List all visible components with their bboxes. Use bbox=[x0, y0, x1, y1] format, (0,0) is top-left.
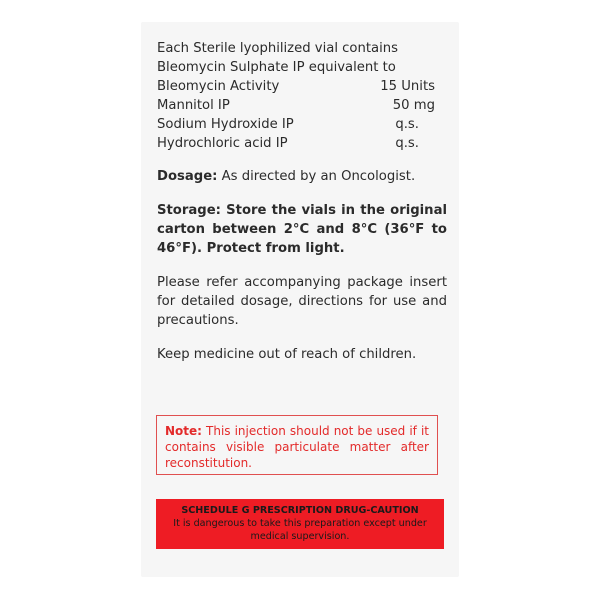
ingredient-value: q.s. bbox=[395, 117, 419, 132]
ingredient-value: 15 Units bbox=[380, 79, 435, 94]
composition-row bbox=[157, 134, 447, 153]
refer-insert-text: Please refer accompanying package insert for detailed dosage, directions for use and precautions. bbox=[157, 275, 447, 328]
note-paragraph bbox=[165, 423, 437, 471]
composition-intro-2: Bleomycin Sulphate IP equivalent to bbox=[157, 60, 396, 75]
schedule-g-caution-banner bbox=[156, 499, 444, 549]
composition-row bbox=[157, 115, 447, 134]
composition-row bbox=[157, 77, 447, 96]
dosage-text: As directed by an Oncologist. bbox=[217, 169, 416, 184]
note-text: This injection should not be used if it contains visible particulate matter after reconstitution. bbox=[165, 424, 429, 470]
note-label: Note: bbox=[165, 424, 202, 438]
composition-row bbox=[157, 96, 447, 115]
ingredient-name: Sodium Hydroxide IP bbox=[157, 117, 294, 132]
caution-title: SCHEDULE G PRESCRIPTION DRUG-CAUTION bbox=[181, 505, 419, 516]
composition-intro-1: Each Sterile lyophilized vial contains bbox=[157, 41, 399, 56]
keep-out-of-reach-text: Keep medicine out of reach of children. bbox=[157, 347, 417, 362]
dosage-line bbox=[157, 167, 447, 186]
caution-line-1: It is dangerous to take this preparation except under bbox=[173, 518, 427, 529]
ingredient-name: Mannitol IP bbox=[157, 98, 230, 113]
ingredient-value: q.s. bbox=[395, 136, 419, 151]
caution-line-2: medical supervision. bbox=[250, 531, 350, 542]
dosage-label: Dosage: bbox=[157, 169, 218, 184]
ingredient-value: 50 mg bbox=[392, 98, 435, 113]
note-box bbox=[156, 415, 438, 475]
ingredient-name: Hydrochloric acid IP bbox=[157, 136, 288, 151]
label-content bbox=[157, 39, 447, 364]
ingredient-name: Bleomycin Activity bbox=[157, 79, 280, 94]
storage-instructions: Storage: Store the vials in the original carton between 2°C and 8°C (36°F to 46°F). Protect from light. bbox=[157, 203, 447, 256]
